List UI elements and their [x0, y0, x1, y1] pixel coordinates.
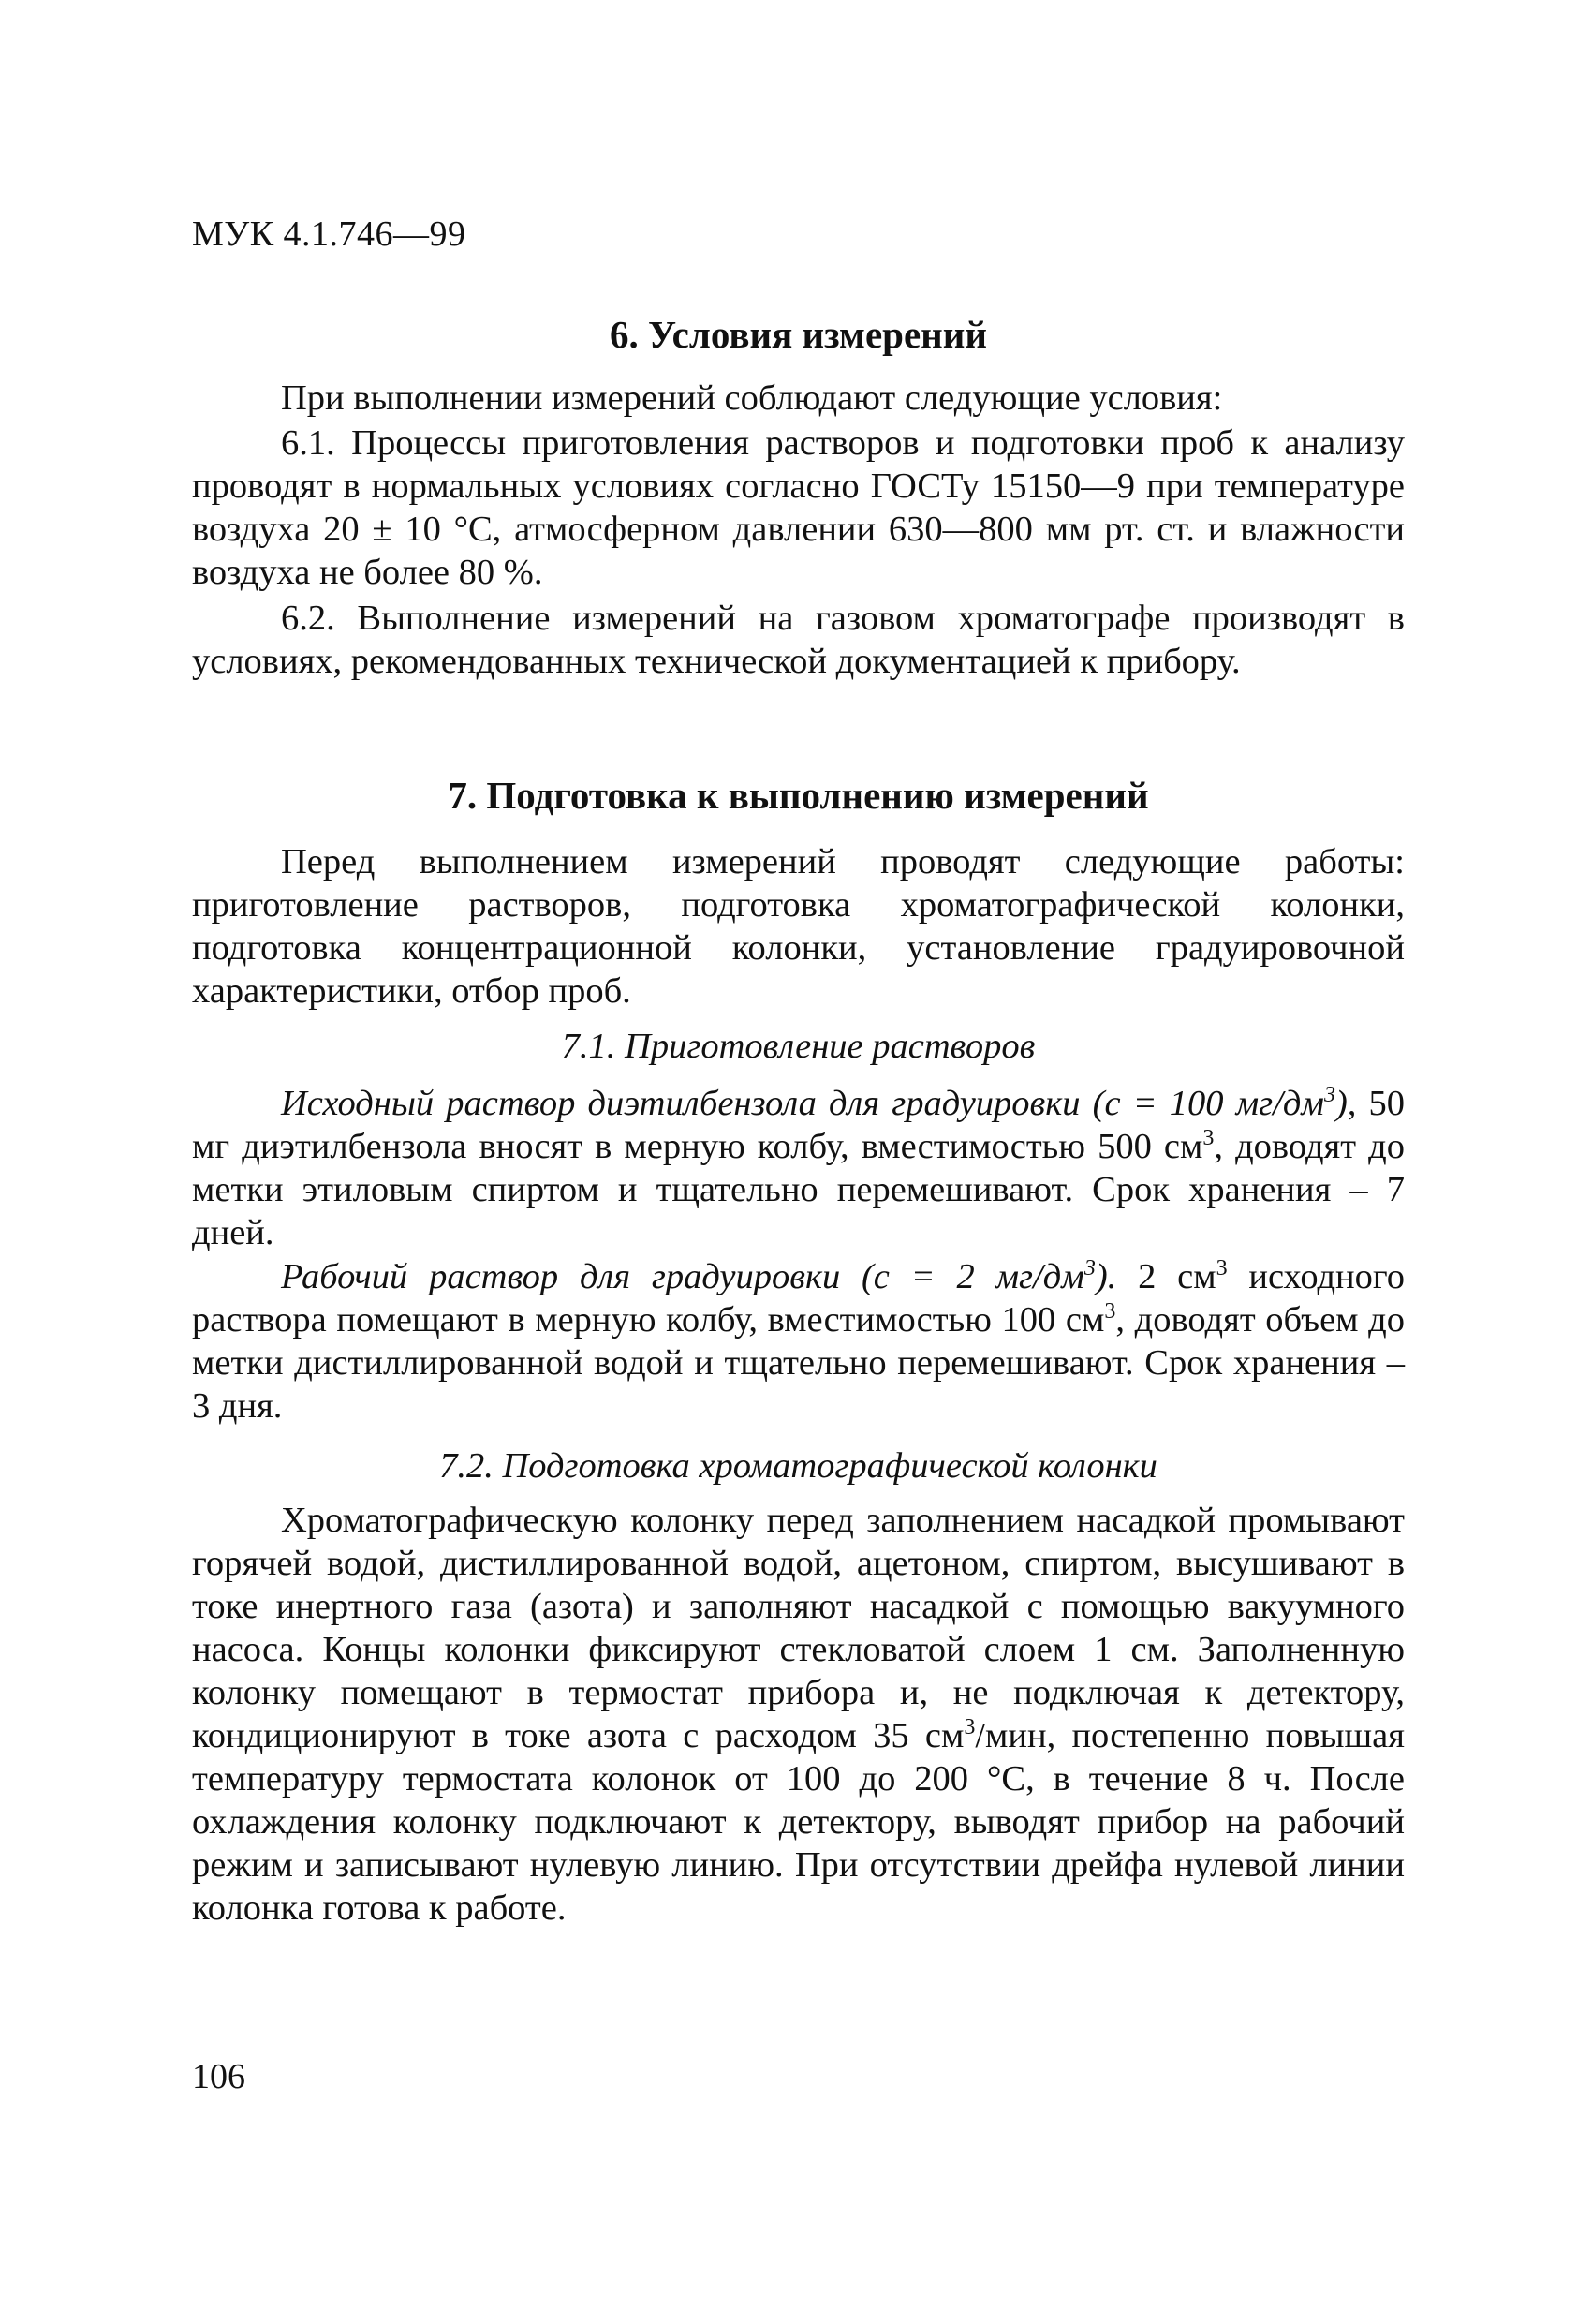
paragraph-stock-solution — [192, 1082, 1405, 1254]
section-6-intro: При выполнении измерений соблюдают следующие условия: — [281, 378, 1223, 418]
stock-solution-body-sup: 3 — [1202, 1126, 1215, 1151]
page-number: 106 — [192, 2057, 245, 2096]
paragraph-7-2 — [192, 1499, 1405, 1930]
section-7-title: 7. Подготовка к выполнению измерений — [448, 774, 1149, 817]
working-solution-body-1-sup: 3 — [1216, 1256, 1228, 1281]
working-solution-lead-sup: 3 — [1083, 1256, 1096, 1281]
paragraph-7-2-part-1: Хроматографическую колонку перед заполнением насадкой промывают горячей водой, дистиллированной водой, ацетоном, спиртом, высушивают в токе инертного газа (азота) и заполняют насадкой с помощью вакуумного насоса. Концы колонки фиксируют стекловатой слоем 1 см. Заполненную колонку помещают в термостат прибора и, не подключая к детектору, кондиционируют в токе азота с расходом 35 см — [192, 1501, 1405, 1755]
section-7-intro: Перед выполнением измерений проводят следующие работы: приготовление растворов, подготовка хроматографической колонки, подготовка концентрационной колонки, установление градуировочной характеристики, отбор проб. — [192, 842, 1405, 1011]
paragraph-7-2-sup: 3 — [964, 1715, 976, 1740]
paragraph-6-2: 6.2. Выполнение измерений на газовом хроматографе производят в условиях, рекомендованных технической документацией к прибору. — [192, 599, 1405, 681]
stock-solution-lead-end: ), — [1334, 1084, 1357, 1123]
subsection-7-2-title: 7.2. Подготовка хроматографической колонки — [439, 1446, 1157, 1486]
stock-solution-lead: Исходный раствор диэтилбензола для градуировки (с = 100 мг/дм — [281, 1084, 1324, 1123]
section-6-title: 6. Условия измерений — [609, 313, 988, 356]
paragraph-7-2-part-2: /мин, постепенно повышая температуру термостата колонок от 100 до 200 °С, в течение 8 ч. После охлаждения колонку подключают к детектору, выводят прибор на рабочий режим и записывают нулевую линию. При отсутствии дрейфа нулевой линии колонка готова к работе. — [192, 1716, 1405, 1928]
paragraph-6-1: 6.1. Процессы приготовления растворов и подготовки проб к анализу проводят в нормальных условиях согласно ГОСТу 15150—9 при температуре воздуха 20 ± 10 °С, атмосферном давлении 630—800 мм рт. ст. и влажности воздуха не более 80 %. — [192, 423, 1405, 592]
stock-solution-lead-sup: 3 — [1323, 1083, 1335, 1108]
working-solution-lead: Рабочий раствор для градуировки (с = 2 мг/дм — [281, 1257, 1084, 1296]
stock-solution-body-1: 50 мг диэтилбензола вносят в мерную колбу, вместимостью 500 см — [192, 1084, 1406, 1166]
working-solution-body-2-sup: 3 — [1104, 1299, 1116, 1325]
working-solution-body-3: , доводят объем до метки дистиллированной водой и тщательно перемешивают. Срок хранения – 3 дня. — [192, 1300, 1406, 1426]
working-solution-body-1: 2 см — [1116, 1257, 1216, 1296]
paragraph-working-solution — [192, 1255, 1405, 1428]
document-code: МУК 4.1.746—99 — [192, 215, 466, 254]
subsection-7-1-title: 7.1. Приготовление растворов — [561, 1027, 1036, 1066]
working-solution-lead-end: ). — [1095, 1257, 1117, 1296]
stock-solution-body-2: , доводят до метки этиловым спиртом и тщательно перемешивают. Срок хранения – 7 дней. — [192, 1127, 1405, 1252]
working-solution-body-2: исходного раствора помещают в мерную колбу, вместимостью 100 см — [192, 1257, 1405, 1340]
